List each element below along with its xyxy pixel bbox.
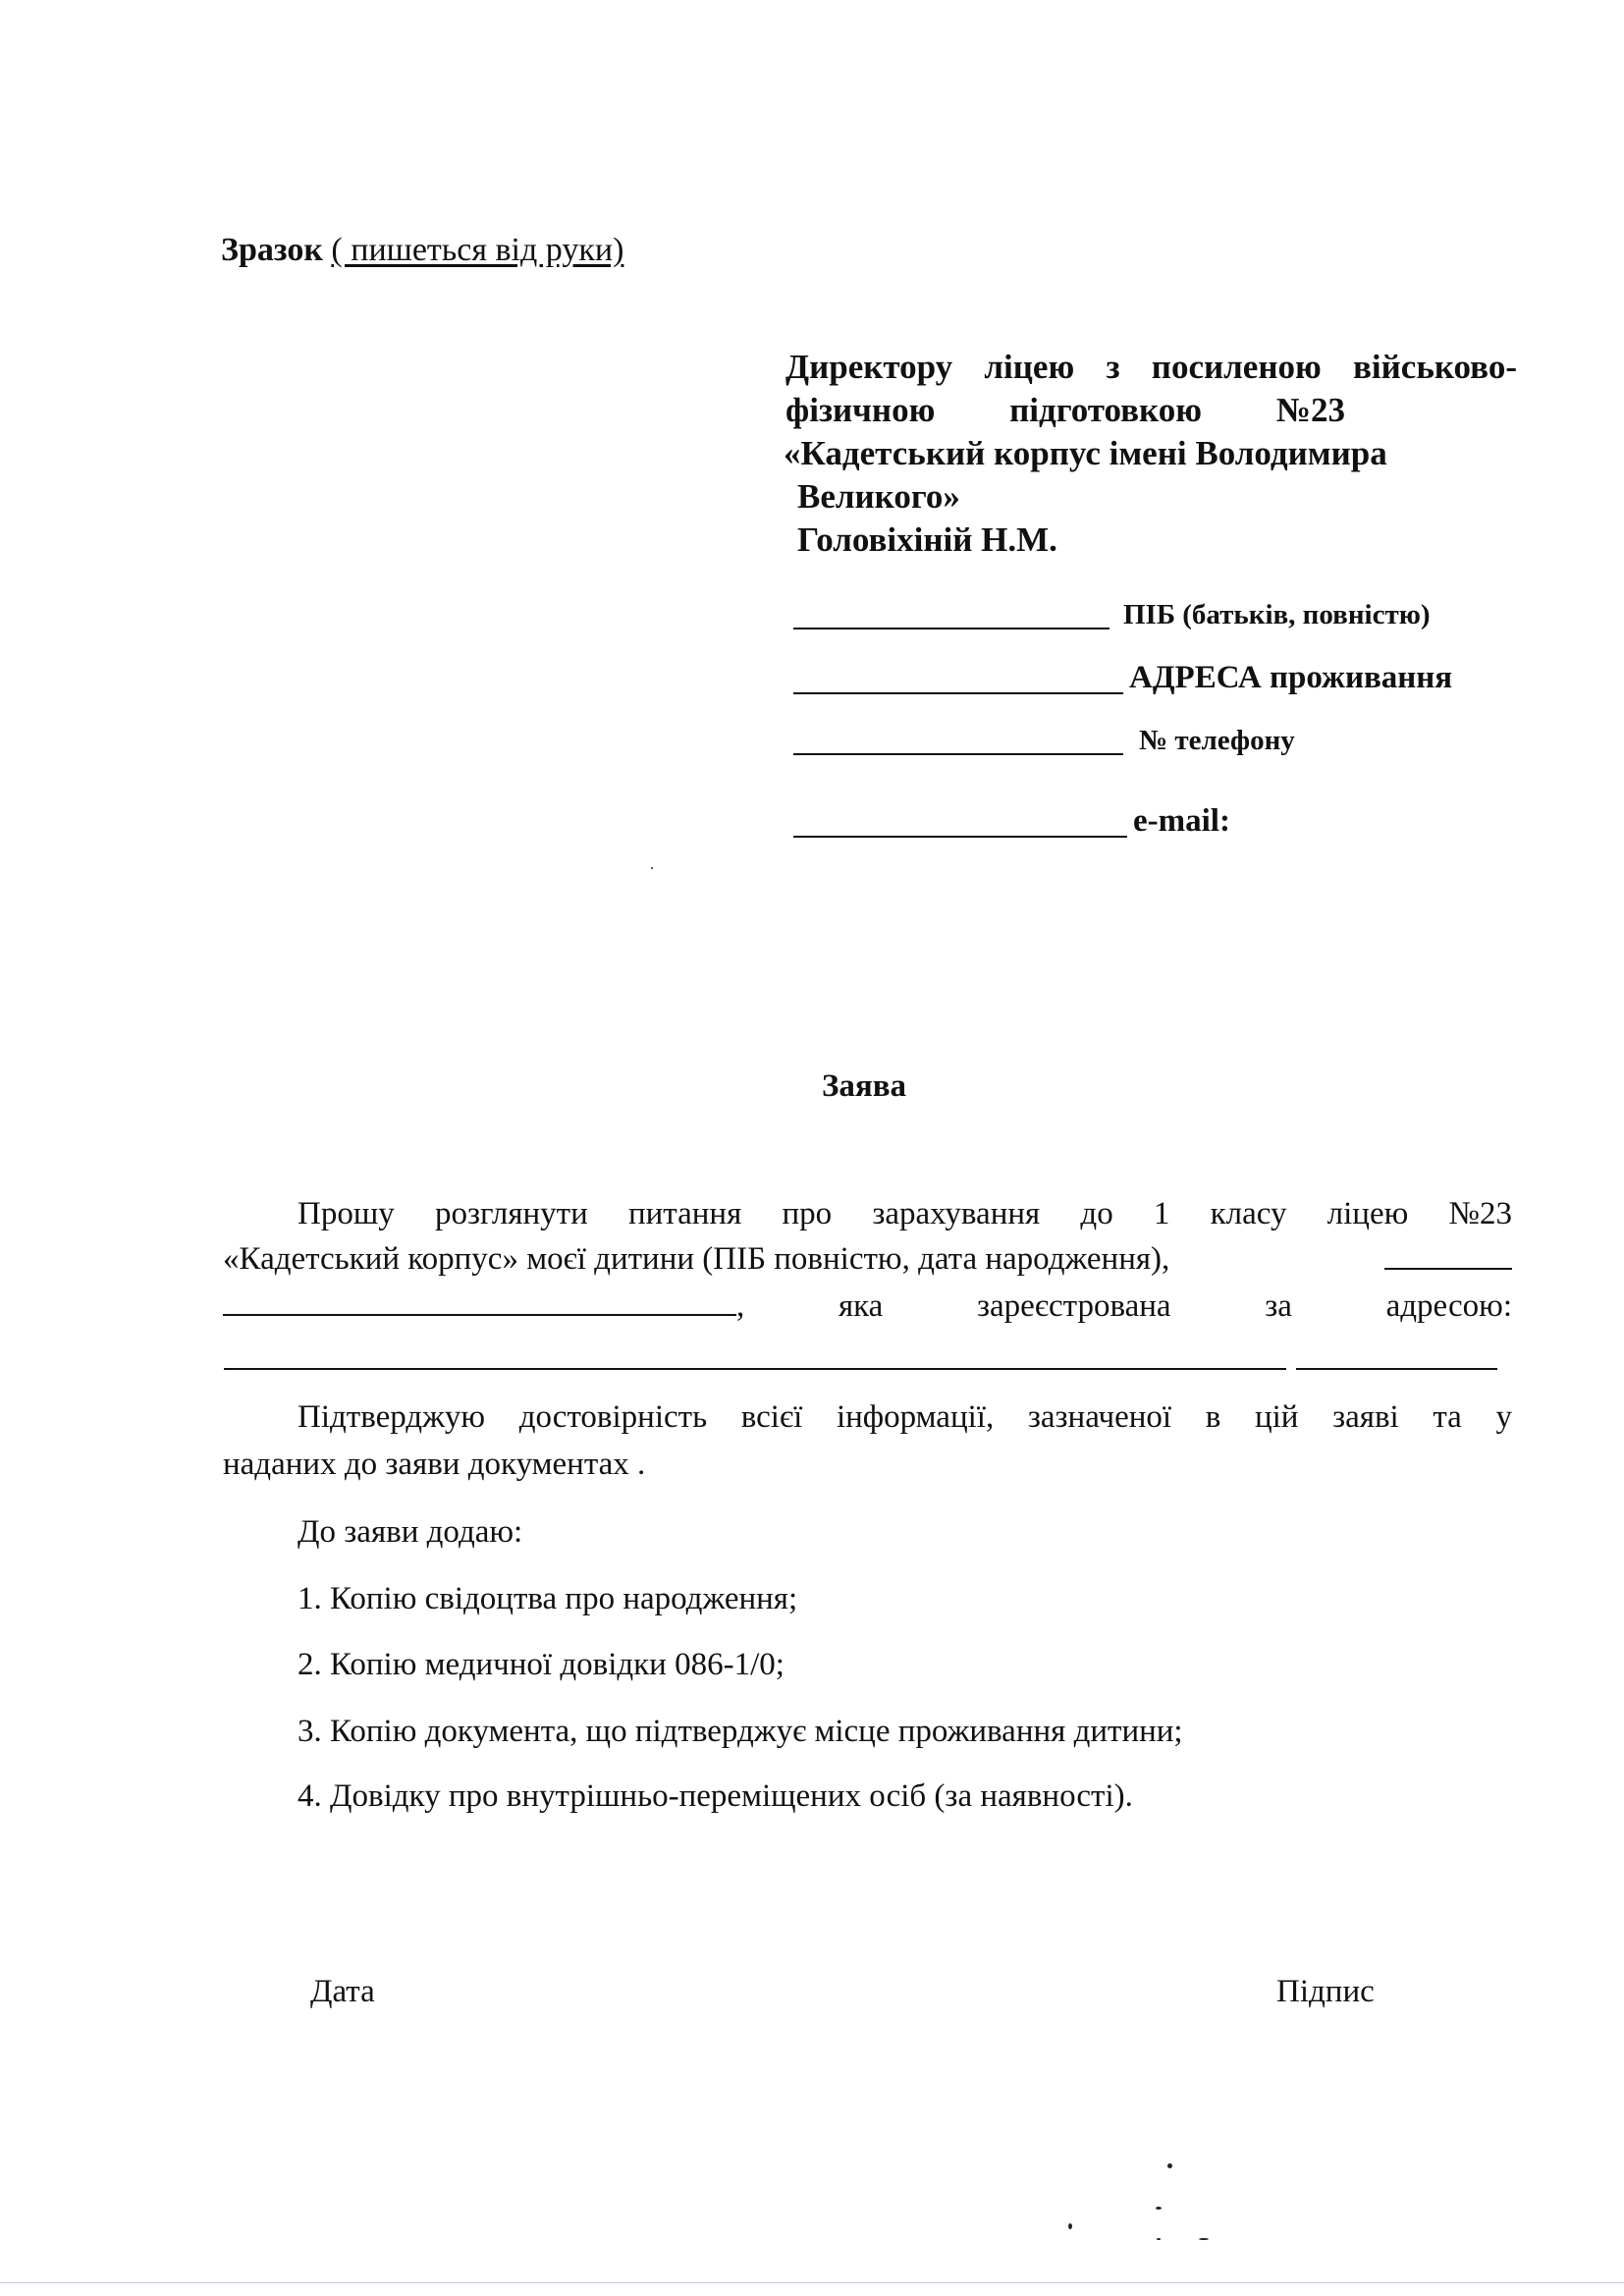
scan-speck [1199,2238,1209,2240]
body-line-3 [223,1288,1512,1325]
word: підготовкою [1009,391,1203,429]
word: 1 [1153,1196,1170,1231]
email-input-line[interactable] [793,836,1127,838]
sample-note: ( пишеться від руки) [331,232,624,268]
date-label: Дата [310,1974,375,2009]
word: питання [627,1196,742,1231]
field-address[interactable] [793,662,1452,694]
addressee-line-3: «Кадетський корпус імені Володимира [784,434,1387,472]
address-label: АДРЕСА проживання [1129,660,1453,695]
addressee-line-2 [785,389,1345,432]
word: всієї [740,1399,803,1435]
page-edge [0,2282,1624,2283]
word: посиленою [1151,348,1322,386]
child-info-blank-group [223,1288,744,1325]
parent-name-label: ПІБ (батьків, повністю) [1123,599,1431,630]
word: та [1433,1399,1462,1435]
phone-label: № телефону [1139,725,1295,756]
parent-name-input-line[interactable] [793,628,1110,629]
application-title: Заява [821,1068,907,1104]
addressee-line-1 [785,346,1517,389]
body-line-1 [298,1196,1512,1232]
attachment-item: 2. Копію медичної довідки 086-1/0; [298,1647,785,1682]
word: Директору [785,348,953,386]
word: заяві [1332,1399,1399,1435]
scan-speck [1157,2238,1161,2240]
word: зареєстрована [976,1288,1171,1324]
word: за [1265,1288,1292,1324]
child-info-blank-2[interactable] [223,1314,736,1316]
word: військово- [1353,348,1517,386]
body-text: «Кадетський корпус» моєї дитини (ПІБ повністю, дата народження), [223,1241,1170,1277]
scan-speck [1156,2207,1162,2210]
word: фізичною [785,391,936,429]
scan-speck [651,867,653,869]
word: до [1080,1196,1113,1231]
attachment-item: 3. Копію документа, що підтверджує місце проживання дитини; [298,1714,1183,1749]
address-blank[interactable] [224,1368,1286,1370]
word: з [1106,348,1120,386]
body-line-2 [223,1241,1512,1278]
word: ліцею [1326,1196,1409,1231]
field-email[interactable] [793,805,1230,838]
scan-speck [1167,2163,1172,2168]
confirmation-line-1 [298,1399,1512,1436]
comma: , [736,1288,745,1324]
address-blank-2[interactable] [1296,1368,1497,1370]
word: Підтверджую [298,1399,486,1435]
email-label: e-mail: [1133,803,1230,839]
word: ліцею [984,348,1075,386]
phone-input-line[interactable] [793,753,1123,755]
word: яка [838,1288,884,1324]
word: зарахування [872,1196,1041,1231]
word: №23 [1275,391,1345,429]
word: цій [1254,1399,1299,1435]
sample-label: Зразок [221,232,323,268]
word: №23 [1448,1196,1512,1231]
word: адресою: [1385,1288,1512,1324]
attachment-item: 1. Копію свідоцтва про народження; [298,1581,798,1616]
word: Прошу [298,1196,395,1231]
word: у [1495,1399,1512,1435]
word: інформації, [836,1399,995,1435]
signature-label: Підпис [1276,1974,1375,2009]
addressee-line-4: Великого» [797,477,960,516]
scan-speck [1068,2223,1072,2229]
address-input-line[interactable] [793,692,1123,694]
word: зазначеної [1027,1399,1172,1435]
child-info-blank[interactable] [1384,1268,1512,1270]
confirmation-line-2: наданих до заяви документах . [223,1447,646,1482]
word: про [782,1196,833,1231]
field-parent-name[interactable] [793,601,1431,629]
sample-header [221,232,623,269]
word: достовірність [518,1399,708,1435]
attachment-item: 4. Довідку про внутрішньо-переміщених осіб (за наявності). [298,1778,1133,1814]
field-phone[interactable] [793,727,1295,755]
word: класу [1210,1196,1287,1231]
word: розглянути [434,1196,588,1231]
addressee-director-name: Головіхіній Н.М. [797,520,1057,559]
attachments-heading: До заяви додаю: [298,1514,523,1550]
word: в [1205,1399,1221,1435]
